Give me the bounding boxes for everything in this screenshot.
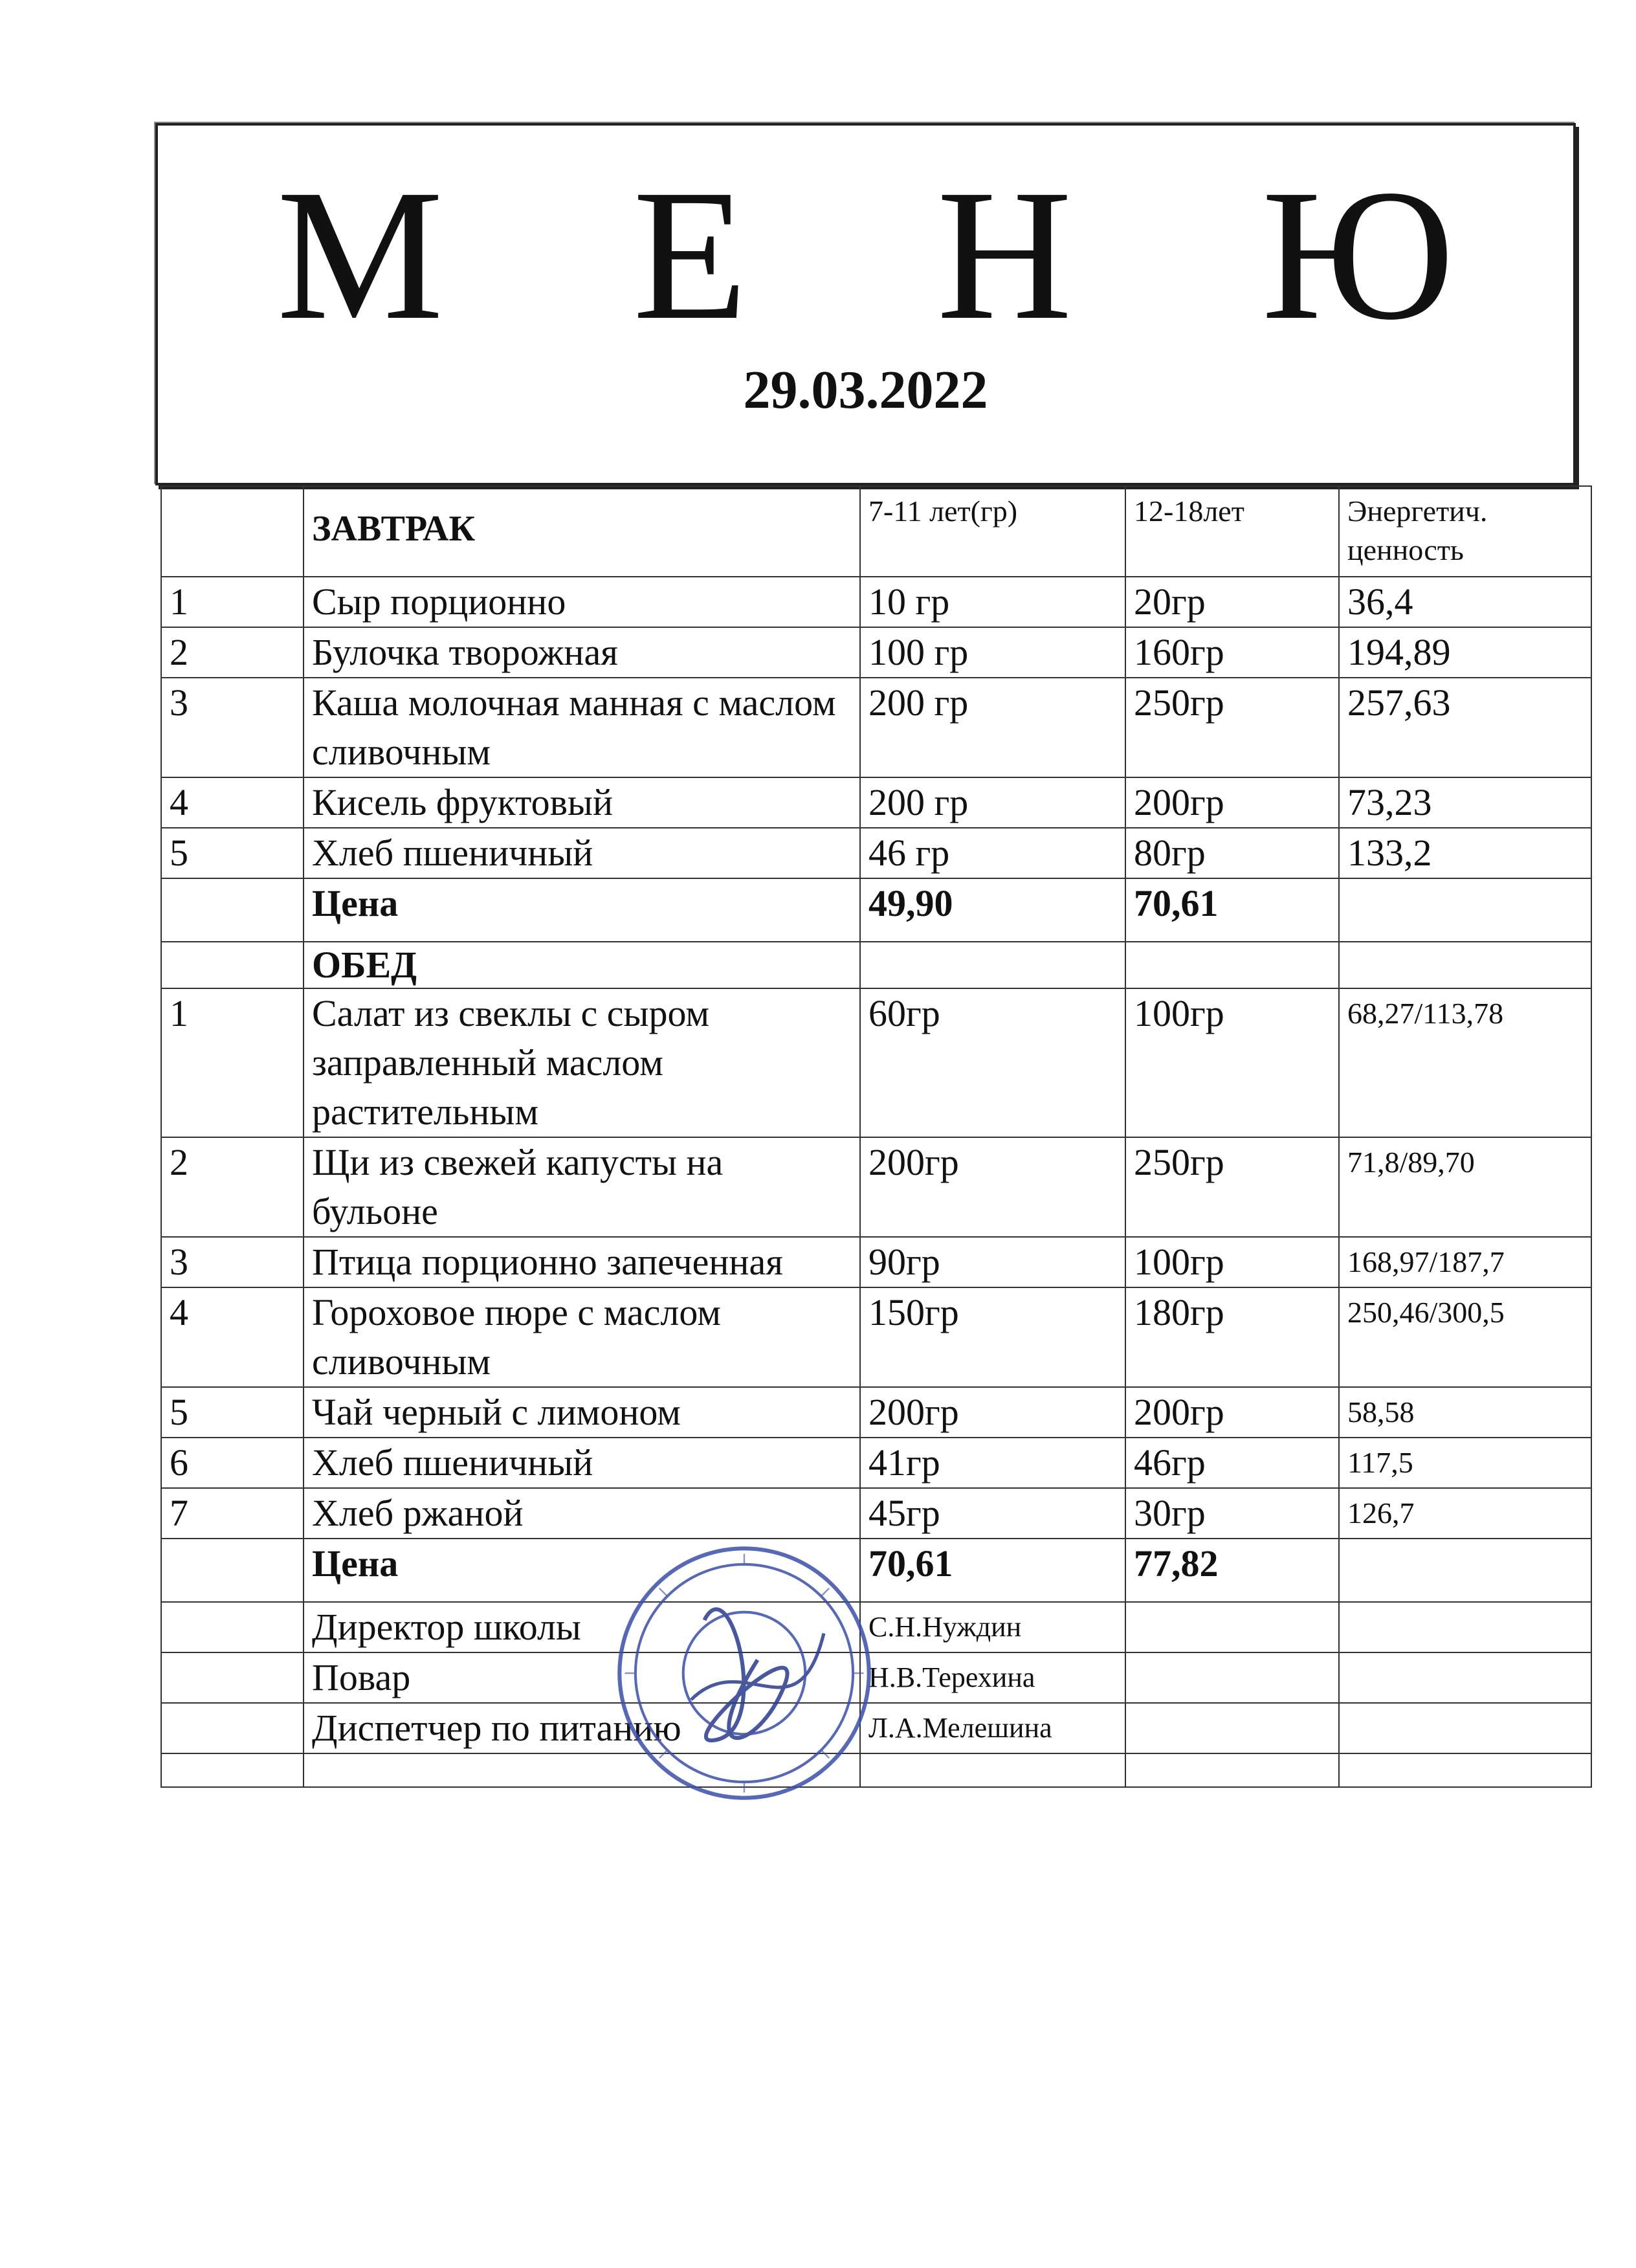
empty-cell xyxy=(161,1753,304,1787)
empty-cell xyxy=(161,942,304,988)
portion-12-18: 46гр xyxy=(1125,1438,1339,1488)
lunch-row xyxy=(161,1287,1591,1387)
section-lunch: ОБЕД xyxy=(304,942,860,988)
empty-cell xyxy=(1125,1602,1339,1652)
row-number: 2 xyxy=(161,1137,304,1237)
empty-cell xyxy=(161,1602,304,1652)
empty-row xyxy=(161,1753,1591,1787)
lunch-row xyxy=(161,1137,1591,1237)
energy-value: 168,97/187,7 xyxy=(1339,1237,1591,1287)
energy-value: 194,89 xyxy=(1339,627,1591,678)
empty-cell xyxy=(1339,1602,1591,1652)
portion-12-18: 100гр xyxy=(1125,988,1339,1137)
empty-cell xyxy=(1125,1753,1339,1787)
dish-name: Щи из свежей капусты на бульоне xyxy=(304,1137,860,1237)
empty-cell xyxy=(1339,1539,1591,1602)
portion-7-11: 200 гр xyxy=(860,678,1125,777)
signature-role: Диспетчер по питанию xyxy=(304,1703,860,1753)
portion-12-18: 30гр xyxy=(1125,1488,1339,1539)
menu-title: М Е Н Ю xyxy=(276,151,1526,359)
row-number: 6 xyxy=(161,1438,304,1488)
dish-name: Булочка творожная xyxy=(304,627,860,678)
empty-cell xyxy=(304,1753,860,1787)
portion-7-11: 46 гр xyxy=(860,828,1125,878)
breakfast-row xyxy=(161,627,1591,678)
portion-7-11: 41гр xyxy=(860,1438,1125,1488)
signature-row xyxy=(161,1703,1591,1753)
dish-name: Сыр порционно xyxy=(304,577,860,627)
dish-name: Каша молочная манная с маслом сливочным xyxy=(304,678,860,777)
energy-value: 68,27/113,78 xyxy=(1339,988,1591,1137)
empty-cell xyxy=(860,1753,1125,1787)
portion-12-18: 100гр xyxy=(1125,1237,1339,1287)
breakfast-row xyxy=(161,678,1591,777)
breakfast-row xyxy=(161,828,1591,878)
portion-7-11: 90гр xyxy=(860,1237,1125,1287)
empty-cell xyxy=(1339,878,1591,942)
energy-value: 36,4 xyxy=(1339,577,1591,627)
col-12-18-header: 12-18лет xyxy=(1125,486,1339,577)
row-number: 4 xyxy=(161,777,304,828)
dish-name: Хлеб пшеничный xyxy=(304,828,860,878)
energy-value: 71,8/89,70 xyxy=(1339,1137,1591,1237)
energy-value: 117,5 xyxy=(1339,1438,1591,1488)
lunch-header-row xyxy=(161,942,1591,988)
row-number: 1 xyxy=(161,988,304,1137)
breakfast-header-row xyxy=(161,486,1591,577)
price-label: Цена xyxy=(304,878,860,942)
row-number: 1 xyxy=(161,577,304,627)
dish-name: Хлеб ржаной xyxy=(304,1488,860,1539)
portion-12-18: 200гр xyxy=(1125,1387,1339,1438)
signature-role: Директор школы xyxy=(304,1602,860,1652)
signature-row xyxy=(161,1602,1591,1652)
empty-cell xyxy=(1339,1703,1591,1753)
price-7-11: 70,61 xyxy=(860,1539,1125,1602)
breakfast-row xyxy=(161,577,1591,627)
empty-cell xyxy=(860,942,1125,988)
lunch-row xyxy=(161,1438,1591,1488)
signature-name: Л.А.Мелешина xyxy=(860,1703,1125,1753)
row-number: 2 xyxy=(161,627,304,678)
lunch-row xyxy=(161,1488,1591,1539)
menu-header xyxy=(155,123,1576,485)
portion-7-11: 200 гр xyxy=(860,777,1125,828)
portion-7-11: 100 гр xyxy=(860,627,1125,678)
energy-value: 133,2 xyxy=(1339,828,1591,878)
empty-cell xyxy=(161,878,304,942)
portion-7-11: 60гр xyxy=(860,988,1125,1137)
price-7-11: 49,90 xyxy=(860,878,1125,942)
signature-name: С.Н.Нуждин xyxy=(860,1602,1125,1652)
portion-7-11: 150гр xyxy=(860,1287,1125,1387)
signature-role: Повар xyxy=(304,1652,860,1703)
empty-cell xyxy=(1125,942,1339,988)
energy-value: 126,7 xyxy=(1339,1488,1591,1539)
breakfast-price-row xyxy=(161,878,1591,942)
row-number: 3 xyxy=(161,678,304,777)
energy-value: 250,46/300,5 xyxy=(1339,1287,1591,1387)
row-number: 4 xyxy=(161,1287,304,1387)
lunch-price-row xyxy=(161,1539,1591,1602)
lunch-row xyxy=(161,1387,1591,1438)
menu-table xyxy=(160,485,1592,1788)
dish-name: Кисель фруктовый xyxy=(304,777,860,828)
col-energy-header: Энергетич. ценность xyxy=(1339,486,1591,577)
energy-value: 257,63 xyxy=(1339,678,1591,777)
portion-7-11: 200гр xyxy=(860,1137,1125,1237)
section-breakfast: ЗАВТРАК xyxy=(304,486,860,577)
portion-12-18: 180гр xyxy=(1125,1287,1339,1387)
portion-12-18: 160гр xyxy=(1125,627,1339,678)
energy-value: 73,23 xyxy=(1339,777,1591,828)
col-7-11-header: 7-11 лет(гр) xyxy=(860,486,1125,577)
dish-name: Чай черный с лимоном xyxy=(304,1387,860,1438)
dish-name: Салат из свеклы с сыром заправленный маслом растительным xyxy=(304,988,860,1137)
price-12-18: 77,82 xyxy=(1125,1539,1339,1602)
empty-cell xyxy=(1125,1652,1339,1703)
row-number: 5 xyxy=(161,828,304,878)
price-12-18: 70,61 xyxy=(1125,878,1339,942)
dish-name: Птица порционно запеченная xyxy=(304,1237,860,1287)
lunch-row xyxy=(161,988,1591,1137)
empty-cell xyxy=(161,1652,304,1703)
row-number: 5 xyxy=(161,1387,304,1438)
signature-name: Н.В.Терехина xyxy=(860,1652,1125,1703)
lunch-row xyxy=(161,1237,1591,1287)
empty-cell xyxy=(1339,942,1591,988)
portion-12-18: 250гр xyxy=(1125,678,1339,777)
empty-cell xyxy=(1125,1703,1339,1753)
portion-7-11: 45гр xyxy=(860,1488,1125,1539)
dish-name: Гороховое пюре с маслом сливочным xyxy=(304,1287,860,1387)
portion-12-18: 80гр xyxy=(1125,828,1339,878)
portion-12-18: 20гр xyxy=(1125,577,1339,627)
dish-name: Хлеб пшеничный xyxy=(304,1438,860,1488)
price-label: Цена xyxy=(304,1539,860,1602)
portion-12-18: 200гр xyxy=(1125,777,1339,828)
portion-7-11: 10 гр xyxy=(860,577,1125,627)
empty-cell xyxy=(1339,1652,1591,1703)
portion-12-18: 250гр xyxy=(1125,1137,1339,1237)
empty-cell xyxy=(161,1539,304,1602)
breakfast-row xyxy=(161,777,1591,828)
menu-date: 29.03.2022 xyxy=(743,360,988,420)
signature-row xyxy=(161,1652,1591,1703)
row-number: 3 xyxy=(161,1237,304,1287)
energy-value: 58,58 xyxy=(1339,1387,1591,1438)
empty-cell xyxy=(1339,1753,1591,1787)
row-number: 7 xyxy=(161,1488,304,1539)
portion-7-11: 200гр xyxy=(860,1387,1125,1438)
empty-cell xyxy=(161,1703,304,1753)
